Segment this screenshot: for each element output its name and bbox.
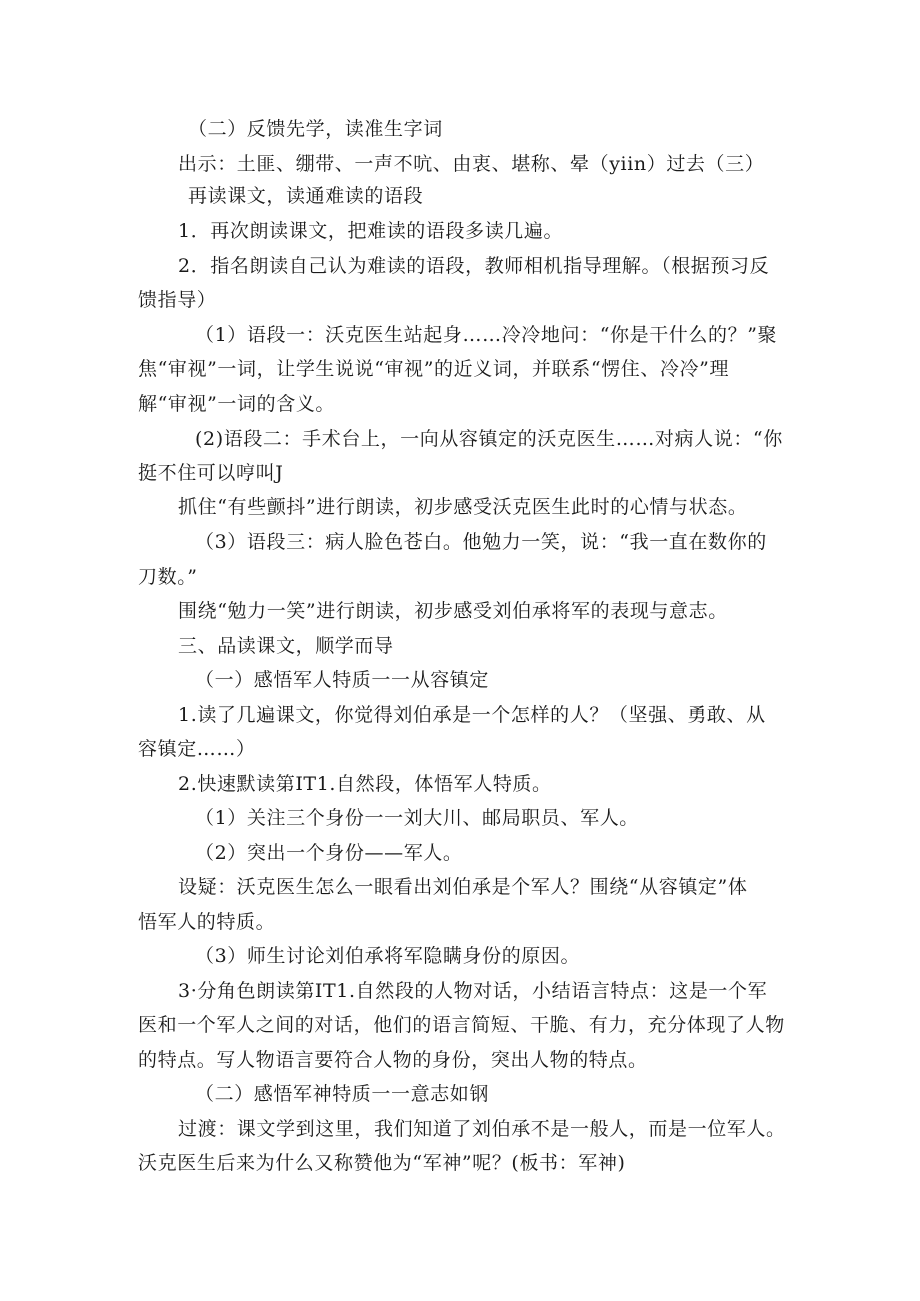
paragraph-identity-2: （2）突出一个身份——军人。 (195, 842, 463, 864)
paragraph-passage-3: （3）语段三：病人脸色苍白。他勉力一笑，说：“我一直在数你的 (195, 531, 767, 553)
paragraph-roleplay-end: 的特点。写人物语言要符合人物的身份，突出人物的特点。 (138, 1049, 648, 1071)
paragraph-question-1: 1.读了几遍课文，你觉得刘伯承是一个怎样的人？（坚强、勇敢、从 (178, 704, 766, 726)
paragraph-passage-1: （1）语段一：沃克医生站起身……冷冷地问：“你是干什么的？”聚 (195, 324, 778, 346)
paragraph-item-2-cont: 馈指导） (138, 289, 217, 311)
paragraph-roleplay-cont: 医和一个军人之间的对话，他们的语言简短、干脆、有力，充分体现了人物 (138, 1014, 785, 1036)
paragraph-doubt-cont: 悟军人的特质。 (138, 911, 276, 933)
paragraph-item-1: 1．再次朗读课文，把难读的语段多读几遍。 (178, 220, 564, 242)
paragraph-transition-cont: 沃克医生后来为什么又称赞他为“军神”呢？(板书：军神) (138, 1152, 626, 1174)
paragraph-transition: 过渡：课文学到这里，我们知道了刘伯承不是一般人，而是一位军人。 (178, 1118, 786, 1140)
paragraph-discussion: （3）师生讨论刘伯承将军隐瞒身份的原因。 (195, 945, 581, 967)
subheading-steel-will: （二）感悟军神特质一一意志如钢 (195, 1083, 490, 1105)
paragraph-passage-1-end: 解“审视”一词的含义。 (138, 393, 336, 415)
paragraph-item-2: 2．指名朗读自己认为难读的语段，教师相机指导理解。（根据预习反 (178, 255, 770, 277)
paragraph-identity-1: （1）关注三个身份一一刘大川、邮局职员、军人。 (195, 807, 639, 829)
paragraph-vocab-list: 出示：土匪、绷带、一声不吭、由衷、堪称、晕（yiin）过去（三） (178, 153, 765, 175)
paragraph-passage-3-note: 围绕“勉力一笑”进行朗读，初步感受刘伯承将军的表现与意志。 (178, 600, 728, 622)
paragraph-passage-2-note: 抓住“有些颤抖”进行朗读，初步感受沃克医生此时的心情与状态。 (178, 496, 748, 518)
paragraph-roleplay: 3·分角色朗读第IT1.自然段的人物对话，小结语言特点：这是一个军 (178, 980, 768, 1002)
section-heading-part-3: 三、品读课文，顺学而导 (178, 635, 394, 657)
section-heading-reread: 再读课文，读通难读的语段 (188, 185, 424, 207)
paragraph-passage-3-cont: 刀数。” (138, 566, 198, 588)
paragraph-passage-1-cont: 焦“审视”一词，让学生说说“审视”的近义词，并联系“愣住、冷冷”理 (138, 358, 730, 380)
paragraph-passage-2: (2)语段二：手术台上，一向从容镇定的沃克医生……对病人说：“你 (195, 428, 783, 450)
section-heading-feedback: （二）反馈先学，读准生字词 (188, 118, 443, 140)
paragraph-question-2: 2.快速默读第IT1.自然段，体悟军人特质。 (178, 773, 552, 795)
subheading-calm: （一）感悟军人特质一一从容镇定 (195, 669, 490, 691)
paragraph-question-1-cont: 容镇定……） (138, 738, 256, 760)
paragraph-passage-2-cont: 挺不住可以哼叫J (138, 462, 284, 484)
paragraph-doubt: 设疑：沃克医生怎么一眼看出刘伯承是个军人？围绕“从容镇定”体 (178, 876, 748, 898)
